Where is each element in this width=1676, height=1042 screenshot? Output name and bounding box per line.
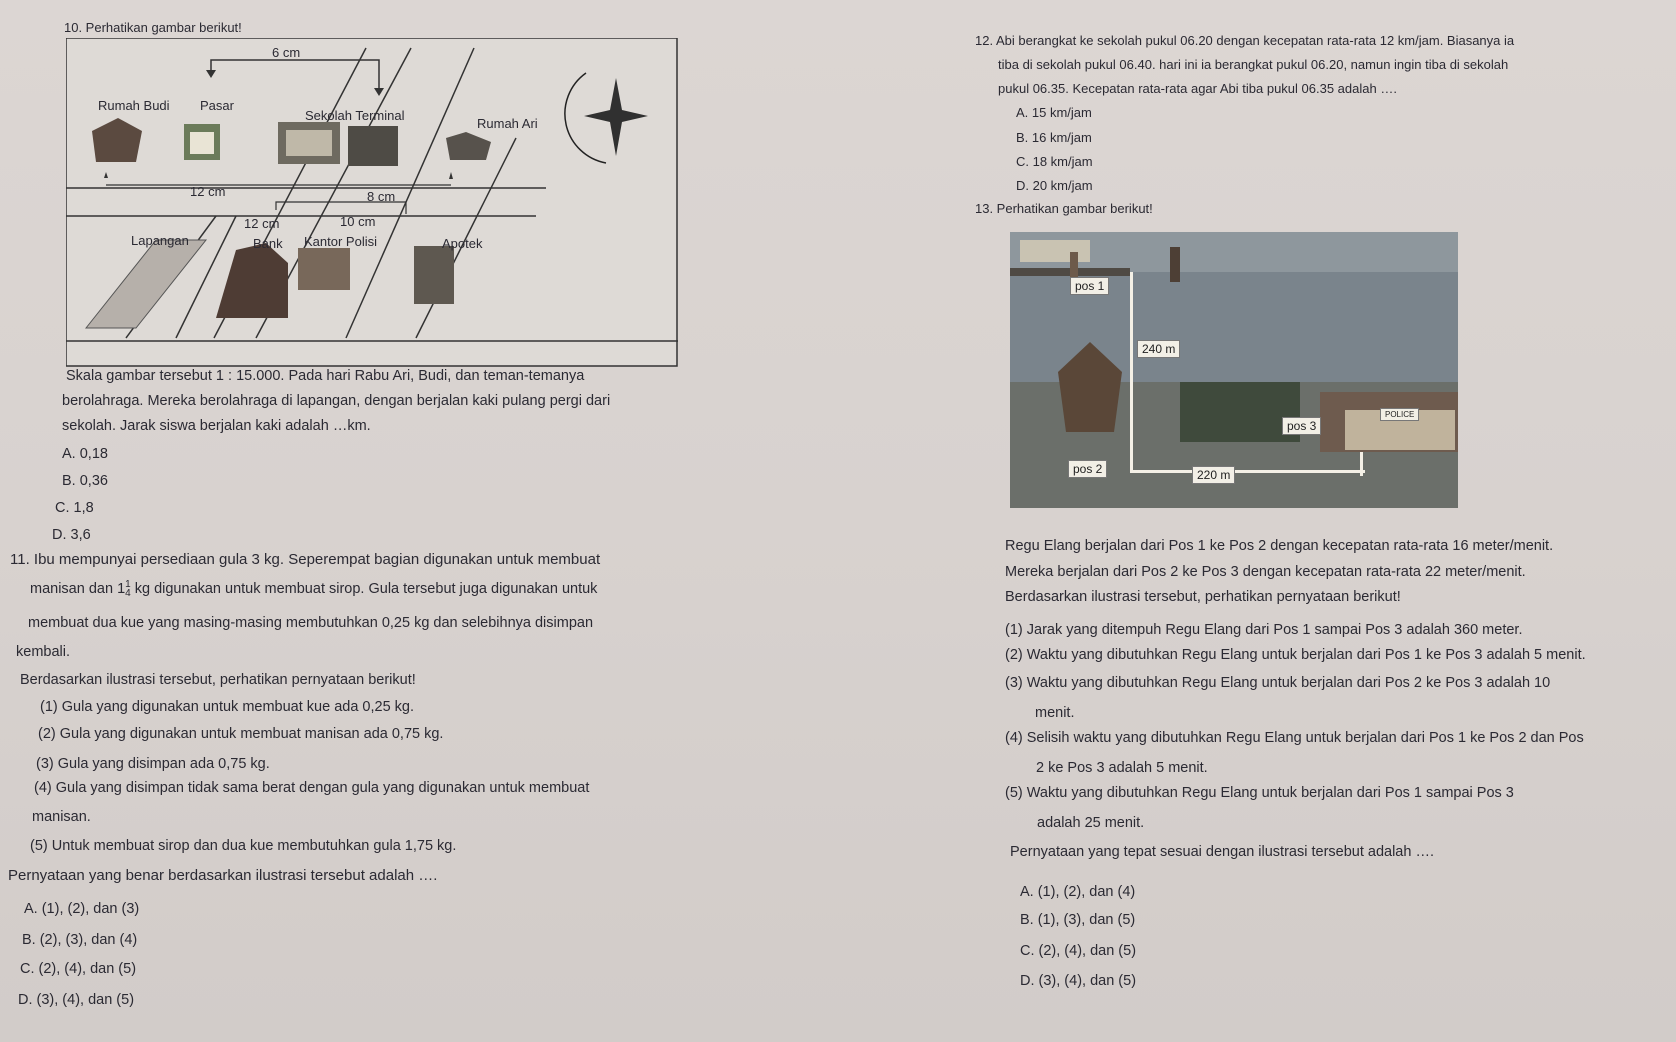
q12-option-a: A. 15 km/jam xyxy=(1016,105,1092,120)
q10-text-line-2: berolahraga. Mereka berolahraga di lapangan, dengan berjalan kaki pulang pergi dari xyxy=(62,393,611,409)
q11-line-3: membuat dua kue yang masing-masing membutuhkan 0,25 kg dan selebihnya disimpan xyxy=(28,615,594,631)
q11-statement-2: (2) Gula yang digunakan untuk membuat manisan ada 0,75 kg. xyxy=(38,726,444,742)
q12-line-2: tiba di sekolah pukul 06.40. hari ini ia berangkat pukul 06.20, namun ingin tiba di sekolah xyxy=(998,57,1509,72)
q12-line-1: 12. Abi berangkat ke sekolah pukul 06.20 dengan kecepatan rata-rata 12 km/jam. Biasanya ia xyxy=(975,33,1515,48)
map-dist-12cm-left: 12 cm xyxy=(244,216,280,231)
q10-header: 10. Perhatikan gambar berikut! xyxy=(64,20,242,35)
q13-prompt: Pernyataan yang tepat sesuai dengan ilustrasi tersebut adalah …. xyxy=(1010,844,1434,860)
q12-option-d: D. 20 km/jam xyxy=(1016,178,1093,193)
q13-statement-5: (5) Waktu yang dibutuhkan Regu Elang untuk berjalan dari Pos 1 sampai Pos 3 xyxy=(1005,785,1514,801)
q10-option-b: B. 0,36 xyxy=(62,473,108,489)
q13-label-pos-1: pos 1 xyxy=(1070,277,1109,295)
q13-option-a: A. (1), (2), dan (4) xyxy=(1020,884,1136,900)
q11-line-2 xyxy=(30,580,597,598)
q11-option-d: D. (3), (4), dan (5) xyxy=(18,992,135,1008)
q13-statement-4-cont: 2 ke Pos 3 adalah 5 menit. xyxy=(1036,760,1208,776)
q11-line-5: Berdasarkan ilustrasi tersebut, perhatikan pernyataan berikut! xyxy=(20,672,416,688)
q13-line-3: Berdasarkan ilustrasi tersebut, perhatikan pernyataan berikut! xyxy=(1005,589,1401,605)
q11-option-b: B. (2), (3), dan (4) xyxy=(22,932,138,948)
q13-statement-2: (2) Waktu yang dibutuhkan Regu Elang untuk berjalan dari Pos 1 ke Pos 3 adalah 5 menit. xyxy=(1005,647,1586,663)
q13-label-240m: 240 m xyxy=(1137,340,1180,358)
q13-statement-3: (3) Waktu yang dibutuhkan Regu Elang untuk berjalan dari Pos 2 ke Pos 3 adalah 10 xyxy=(1005,675,1551,691)
q12-option-b: B. 16 km/jam xyxy=(1016,130,1092,145)
q13-route-photo xyxy=(1010,232,1458,508)
q11-statement-4-cont: manisan. xyxy=(32,809,91,825)
q13-label-pos-2: pos 2 xyxy=(1068,460,1107,478)
map-label-rumah-ari: Rumah Ari xyxy=(477,116,538,131)
q11-line-1: 11. Ibu mempunyai persediaan gula 3 kg. Seperempat bagian digunakan untuk membuat xyxy=(10,551,601,568)
map-dist-8cm: 8 cm xyxy=(367,189,396,204)
map-dist-10cm: 10 cm xyxy=(340,214,376,229)
q13-header: 13. Perhatikan gambar berikut! xyxy=(975,201,1153,216)
map-dist-6cm: 6 cm xyxy=(272,45,301,60)
q13-label-pos-3: pos 3 xyxy=(1282,417,1321,435)
q13-label-220m: 220 m xyxy=(1192,466,1235,484)
q10-option-a: A. 0,18 xyxy=(62,446,108,462)
map-label-apotek: Apotek xyxy=(442,236,483,251)
map-label-kantor-polisi: Kantor Polisi xyxy=(304,234,377,249)
q13-line-2: Mereka berjalan dari Pos 2 ke Pos 3 dengan kecepatan rata-rata 22 meter/menit. xyxy=(1005,564,1526,580)
q13-option-d: D. (3), (4), dan (5) xyxy=(1020,973,1137,989)
q11-statement-5: (5) Untuk membuat sirop dan dua kue membutuhkan gula 1,75 kg. xyxy=(30,838,457,854)
map-label-sekolah-terminal: Sekolah Terminal xyxy=(305,108,405,123)
q11-statement-3: (3) Gula yang disimpan ada 0,75 kg. xyxy=(36,756,270,772)
q13-line-1: Regu Elang berjalan dari Pos 1 ke Pos 2 dengan kecepatan rata-rata 16 meter/menit. xyxy=(1005,538,1554,554)
map-label-lapangan: Lapangan xyxy=(131,233,189,248)
q12-line-3: pukul 06.35. Kecepatan rata-rata agar Abi tiba pukul 06.35 adalah …. xyxy=(998,81,1397,96)
q11-statement-4: (4) Gula yang disimpan tidak sama berat dengan gula yang digunakan untuk membuat xyxy=(34,780,590,796)
q13-statement-1: (1) Jarak yang ditempuh Regu Elang dari Pos 1 sampai Pos 3 adalah 360 meter. xyxy=(1005,622,1523,638)
q13-statement-5-cont: adalah 25 menit. xyxy=(1037,815,1145,831)
map-label-pasar: Pasar xyxy=(200,98,234,113)
q11-option-c: C. (2), (4), dan (5) xyxy=(20,961,137,977)
q10-option-c: C. 1,8 xyxy=(55,500,94,516)
q11-option-a: A. (1), (2), dan (3) xyxy=(24,901,140,917)
q11-line-2-start: manisan dan xyxy=(30,580,114,597)
map-label-bank: Bank xyxy=(253,236,283,251)
map-dist-12cm-top: 12 cm xyxy=(190,184,226,199)
q11-line-2-end: kg digunakan untuk membuat sirop. Gula tersebut juga digunakan untuk xyxy=(134,580,598,597)
q13-option-c: C. (2), (4), dan (5) xyxy=(1020,943,1137,959)
q13-statement-3-cont: menit. xyxy=(1035,705,1075,721)
map-label-rumah-budi: Rumah Budi xyxy=(98,98,170,113)
q10-text-line-1: Skala gambar tersebut 1 : 15.000. Pada hari Rabu Ari, Budi, dan teman-temanya xyxy=(66,368,585,384)
q11-statement-1: (1) Gula yang digunakan untuk membuat kue ada 0,25 kg. xyxy=(40,699,415,715)
q11-prompt: Pernyataan yang benar berdasarkan ilustrasi tersebut adalah …. xyxy=(8,867,438,884)
q13-label-police: POLICE xyxy=(1380,408,1419,421)
q12-option-c: C. 18 km/jam xyxy=(1016,154,1093,169)
q10-text-line-3: sekolah. Jarak siswa berjalan kaki adalah …km. xyxy=(62,418,371,434)
q13-option-b: B. (1), (3), dan (5) xyxy=(1020,912,1136,928)
q11-mixed-number: 11 4 xyxy=(117,579,131,599)
q13-statement-4: (4) Selisih waktu yang dibutuhkan Regu Elang untuk berjalan dari Pos 1 ke Pos 2 dan Pos xyxy=(1005,730,1584,746)
q10-option-d: D. 3,6 xyxy=(52,527,91,543)
q11-line-4: kembali. xyxy=(16,644,70,660)
